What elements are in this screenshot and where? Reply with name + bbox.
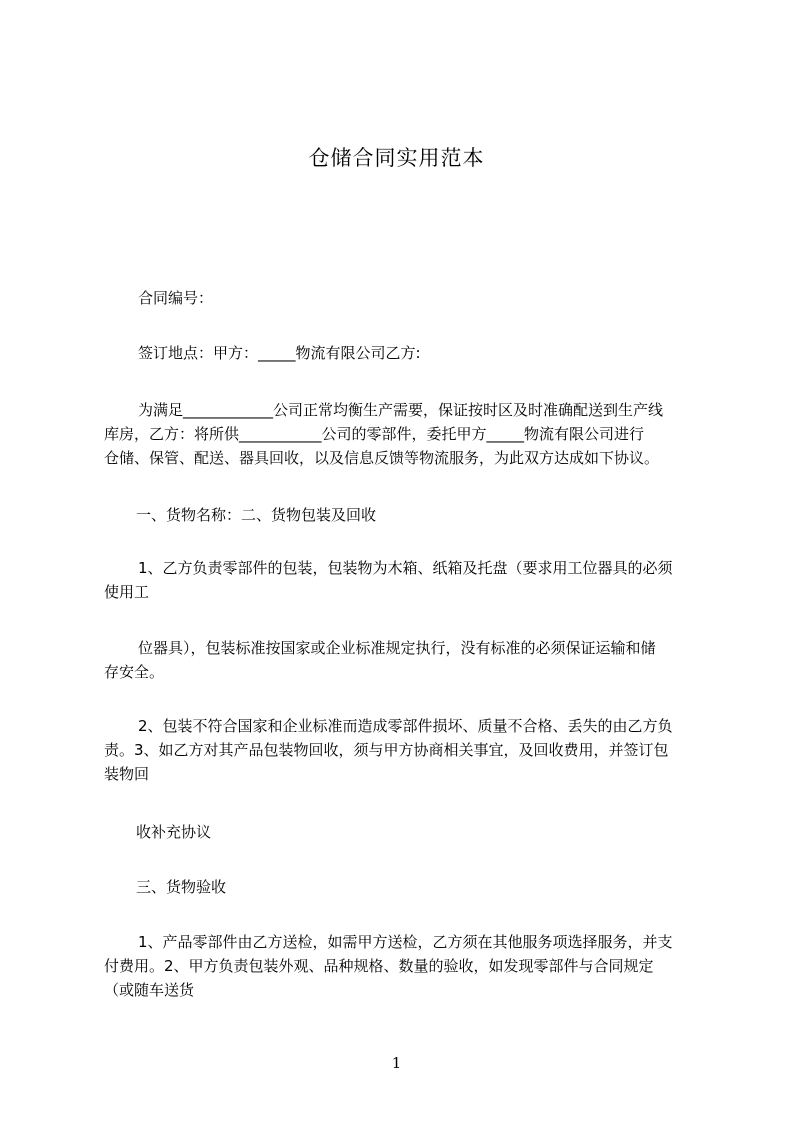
contract-number-text: 合同编号： <box>138 289 214 307</box>
section-3-heading <box>104 875 704 899</box>
damage-clause-line-1: 2、包装不符合国家和企业标准而造成零部件损坏、质量不合格、丢失的由乙方负 <box>138 717 673 735</box>
section-3-heading-text: 三、货物验收 <box>136 878 227 896</box>
purpose-line-3: 仓储、保管、配送、器具回收，以及信息反馈等物流服务，为此双方达成如下协议。 <box>104 449 660 467</box>
damage-clause <box>104 714 704 786</box>
page-number: 1 <box>391 1054 402 1072</box>
recycle-cont-text: 收补充协议 <box>136 823 212 841</box>
section-1-heading-text: 一、货物名称：二、货物包装及回收 <box>136 506 377 524</box>
inspection-line-1: 1、产品零部件由乙方送检，如需甲方送检，乙方须在其他服务项选择服务，并支 <box>138 933 673 951</box>
damage-clause-line-3: 装物回 <box>104 765 150 783</box>
inspection-line-2: 付费用。2、甲方负责包装外观、品种规格、数量的验收，如发现零部件与合同规定 <box>104 957 654 975</box>
inspection-line-3: （或随车送货 <box>104 981 195 999</box>
packing-cont-line-2: 存安全。 <box>104 663 165 681</box>
packing-clause-line-2: 使用工 <box>104 583 150 601</box>
damage-clause-line-2: 责。3、如乙方对其产品包装物回收，须与甲方协商相关事宜，及回收费用，并签订包 <box>104 741 669 759</box>
section-1-heading <box>104 503 704 527</box>
contract-number-label <box>104 286 704 310</box>
packing-cont-line-1: 位器具），包装标准按国家或企业标准规定执行，没有标准的必须保证运输和储 <box>138 639 656 657</box>
purpose-paragraph <box>104 398 704 470</box>
inspection-clause <box>104 930 704 1002</box>
document-title: 仓储合同实用范本 <box>308 146 485 170</box>
purpose-line-1: 为满足____________公司正常均衡生产需要，保证按时区及时准确配送到生产线 <box>138 401 664 419</box>
signing-location-paragraph <box>104 341 704 365</box>
purpose-line-2: 库房，乙方：将所供___________公司的零部件，委托甲方_____物流有限公司进行 <box>104 425 645 443</box>
packing-clause-continued <box>104 636 704 684</box>
packing-clause <box>104 556 704 604</box>
packing-clause-line-1: 1、乙方负责零部件的包装，包装物为木箱、纸箱及托盘（要求用工位器具的必须 <box>138 559 673 577</box>
signing-location-text: 签订地点：甲方：_____物流有限公司乙方: <box>138 344 421 362</box>
recycle-clause-continued <box>104 820 704 844</box>
